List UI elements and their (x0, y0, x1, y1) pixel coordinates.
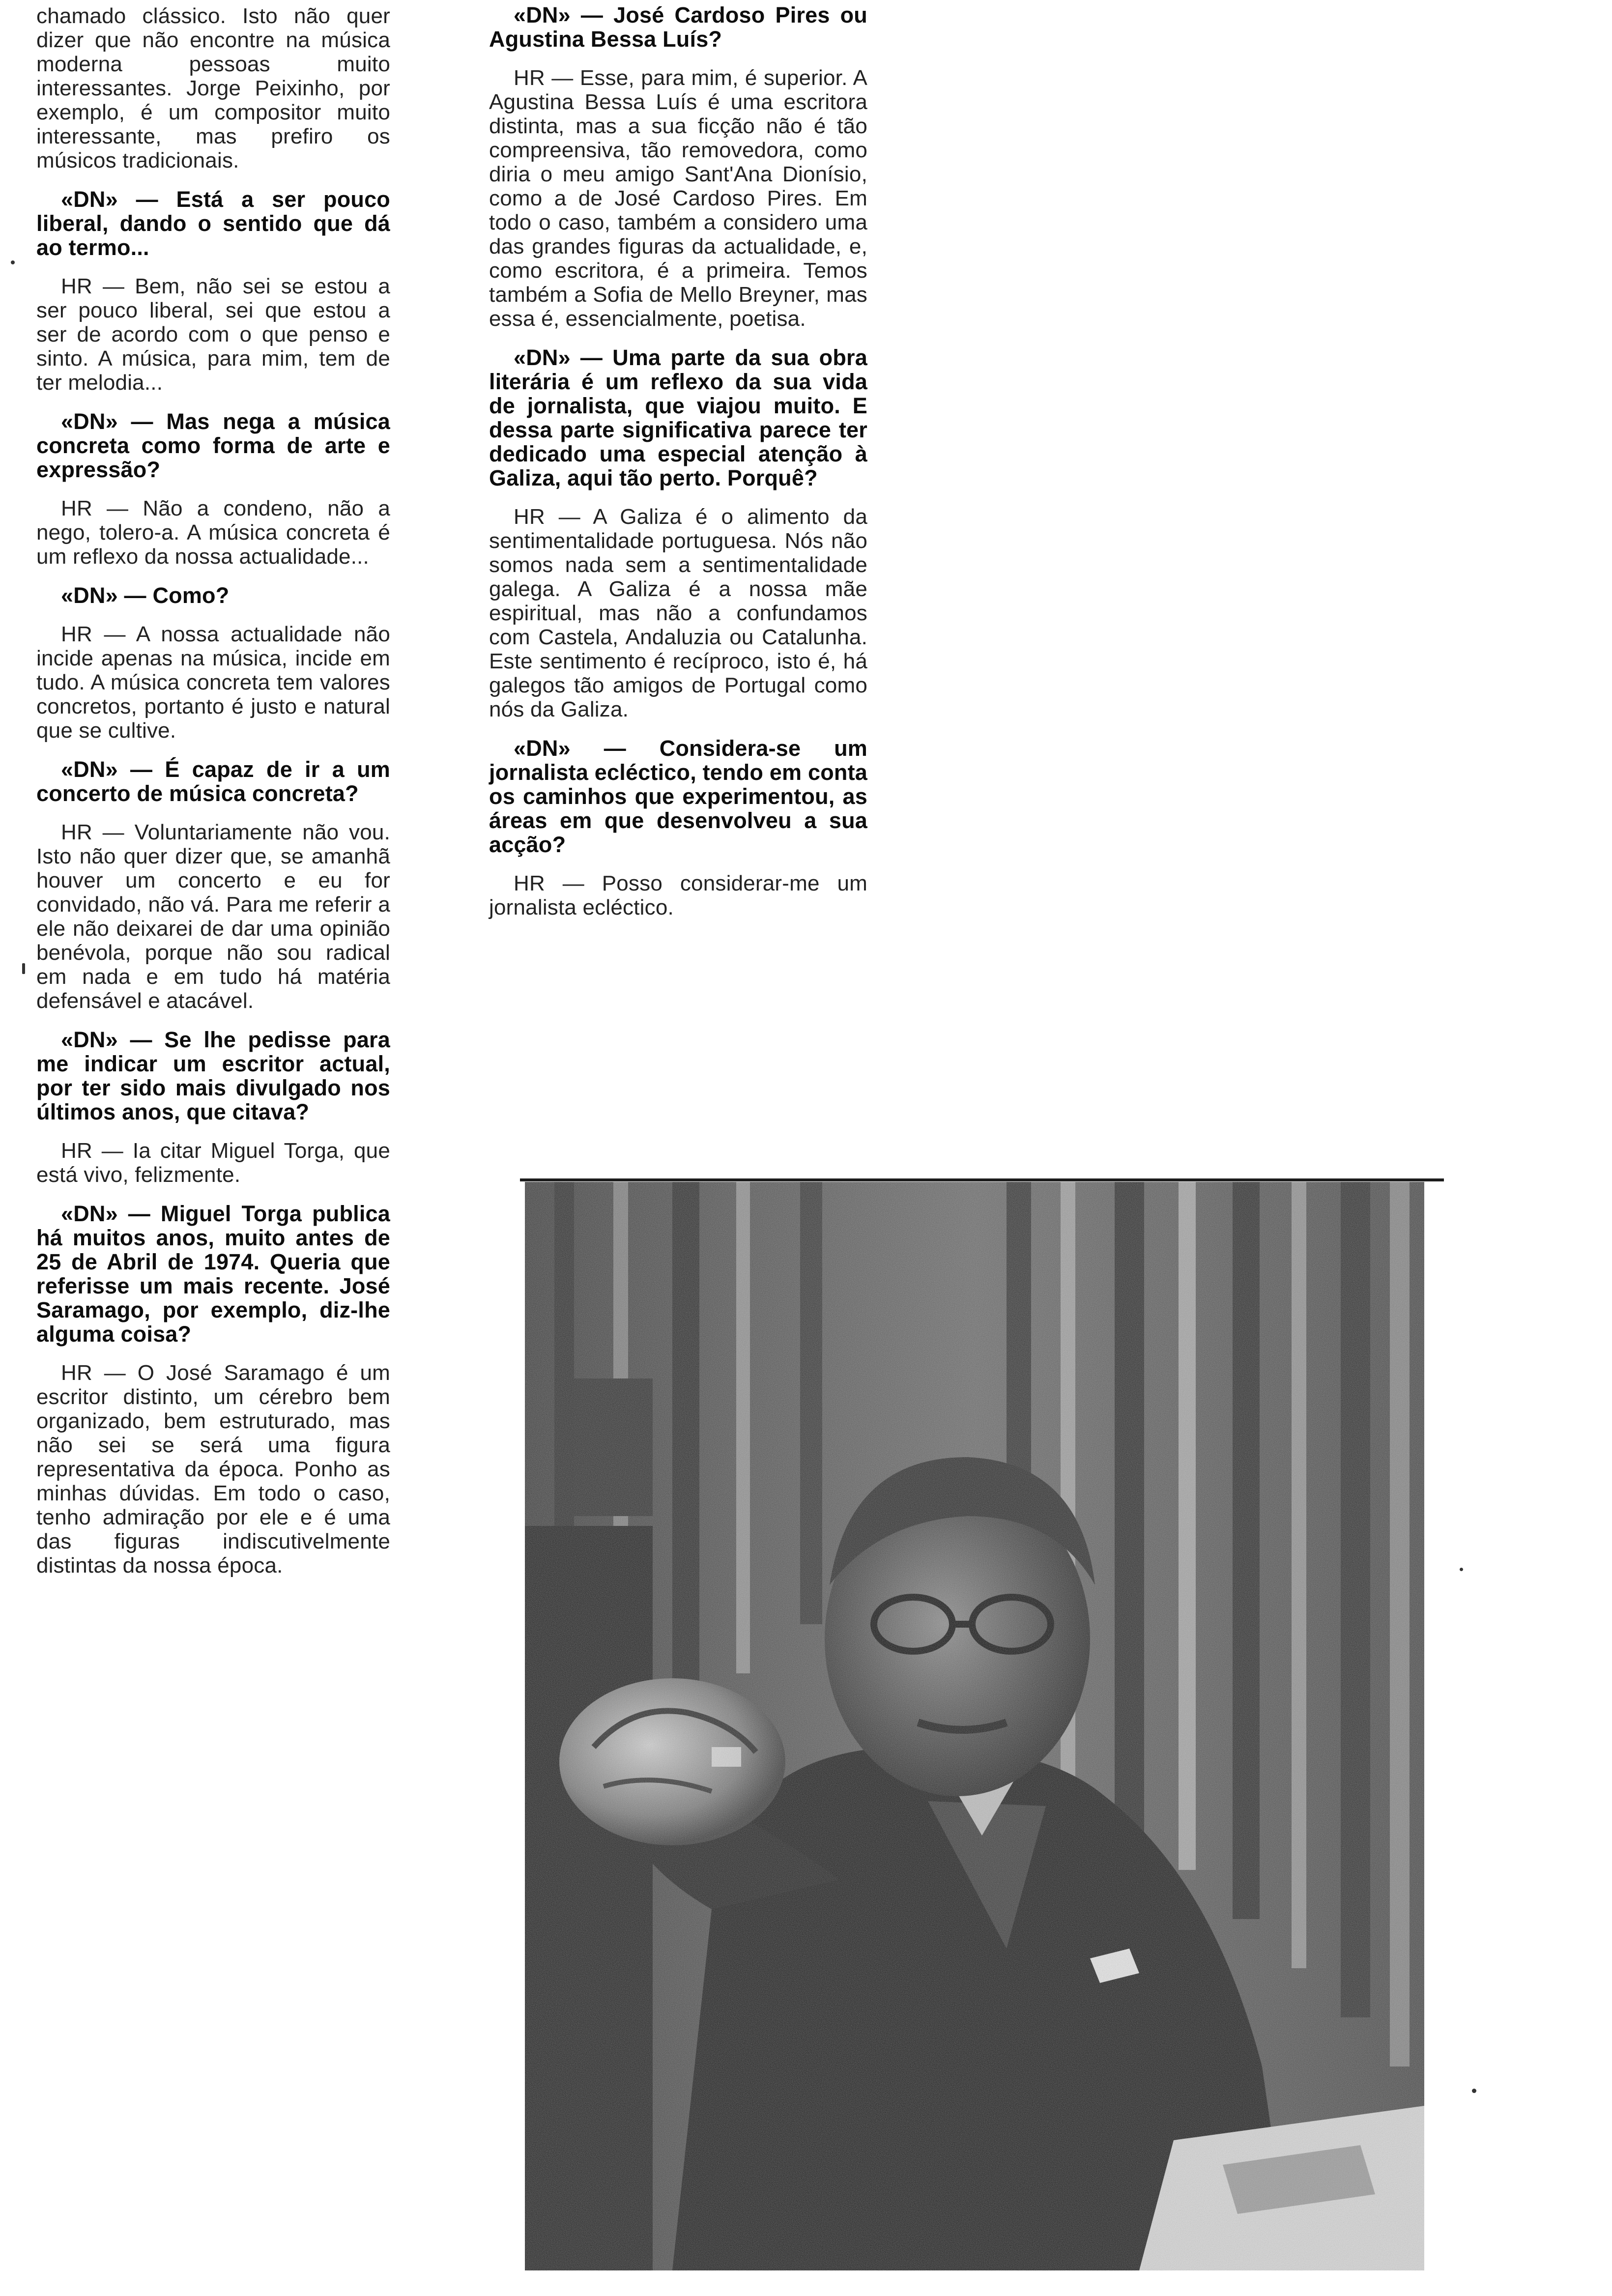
interview-question: «DN» — É capaz de ir a um concerto de música concreta? (36, 757, 390, 806)
interview-question: «DN» — Está a ser pouco liberal, dando o sentido que dá ao termo... (36, 187, 390, 260)
interview-answer: HR — O José Saramago é um escritor distinto, um cérebro bem organizado, bem estruturado, mas não sei se será uma figura representativa da época. Ponho as minhas dúvidas. Em todo o caso, tenho admiração por ele e é uma das figuras indiscutivelmente distintas da nossa época. (36, 1361, 390, 1578)
interview-question: «DN» — Se lhe pedisse para me indicar um escritor actual, por ter sido mais divulgado nos últimos anos, que citava? (36, 1027, 390, 1124)
scan-speck (22, 963, 25, 974)
interview-question: «DN» — Uma parte da sua obra literária é um reflexo da sua vida de jornalista, que viajou muito. E dessa parte significativa parece ter dedicado uma especial atenção à Galiza, aqui tão perto. Porquê? (489, 345, 867, 490)
interview-question: «DN» — Como? (61, 583, 230, 608)
interview-answer: HR — Não a condeno, não a nego, tolero-a. A música concreta é um reflexo da nossa actualidade... (36, 496, 390, 569)
interview-answer: HR — Ia citar Miguel Torga, que está vivo, felizmente. (36, 1139, 390, 1187)
photo-illustration (525, 1182, 1424, 2270)
interview-question: «DN» — Miguel Torga publica há muitos anos, muito antes de 25 de Abril de 1974. Queria que referisse um mais recente. José Saramago, por exemplo, diz-lhe alguma coisa? (36, 1201, 390, 1347)
right-text-column (489, 3, 867, 934)
left-text-column (36, 4, 390, 1592)
interview-question: «DN» — Considera-se um jornalista ecléctico, tendo em conta os caminhos que experimentou, as áreas em que desenvolveu a sua acção? (489, 736, 867, 857)
interview-answer: HR — Bem, não sei se estou a ser pouco liberal, sei que estou a ser de acordo com o que penso e sinto. A música, para mim, tem de ter melodia... (36, 274, 390, 395)
scan-speck (11, 260, 15, 264)
photo-top-rule (520, 1178, 1444, 1181)
interview-answer: HR — A Galiza é o alimento da sentimentalidade portuguesa. Nós não somos nada sem a sentimentalidade galega. A Galiza é a nossa mãe espiritual, mas não a confundamos com Castela, Andaluzia ou Catalunha. Este sentimento é recíproco, isto é, há galegos tão amigos de Portugal como nós da Galiza. (489, 505, 867, 721)
interview-answer: HR — Posso considerar-me um jornalista ecléctico. (489, 871, 867, 919)
interview-answer: HR — A nossa actualidade não incide apenas na música, incide em tudo. A música concreta tem valores concretos, portanto é justo e natural que se cultive. (36, 622, 390, 743)
interview-question: «DN» — José Cardoso Pires ou Agustina Bessa Luís? (489, 2, 867, 52)
interview-photo (525, 1182, 1424, 2270)
scan-speck (1472, 2089, 1476, 2093)
interview-answer: HR — Voluntariamente não vou. Isto não quer dizer que, se amanhã houver um concerto e eu for convidado, não vá. Para me referir a ele não deixarei de dar uma opinião benévola, porque não sou radical em nada e em tudo há matéria defensável e atacável. (36, 820, 390, 1013)
interview-answer: HR — Esse, para mim, é superior. A Agustina Bessa Luís é uma escritora distinta, mas a sua ficção não é tão compreensiva, tão removedora, como diria o meu amigo Sant'Ana Dionísio, como a de José Cardoso Pires. Em todo o caso, também a considero uma das grandes figuras da actualidade, e, como escritora, é a primeira. Temos também a Sofia de Mello Breyner, mas essa é, essencialmente, poetisa. (489, 66, 867, 331)
interview-question: «DN» — Mas nega a música concreta como forma de arte e expressão? (36, 409, 390, 482)
scan-speck (1460, 1568, 1463, 1571)
interview-answer: chamado clássico. Isto não quer dizer que não encontre na música moderna pessoas muito interessantes. Jorge Peixinho, por exemplo, é um compositor muito interessante, mas prefiro os músicos tradicionais. (36, 4, 390, 172)
